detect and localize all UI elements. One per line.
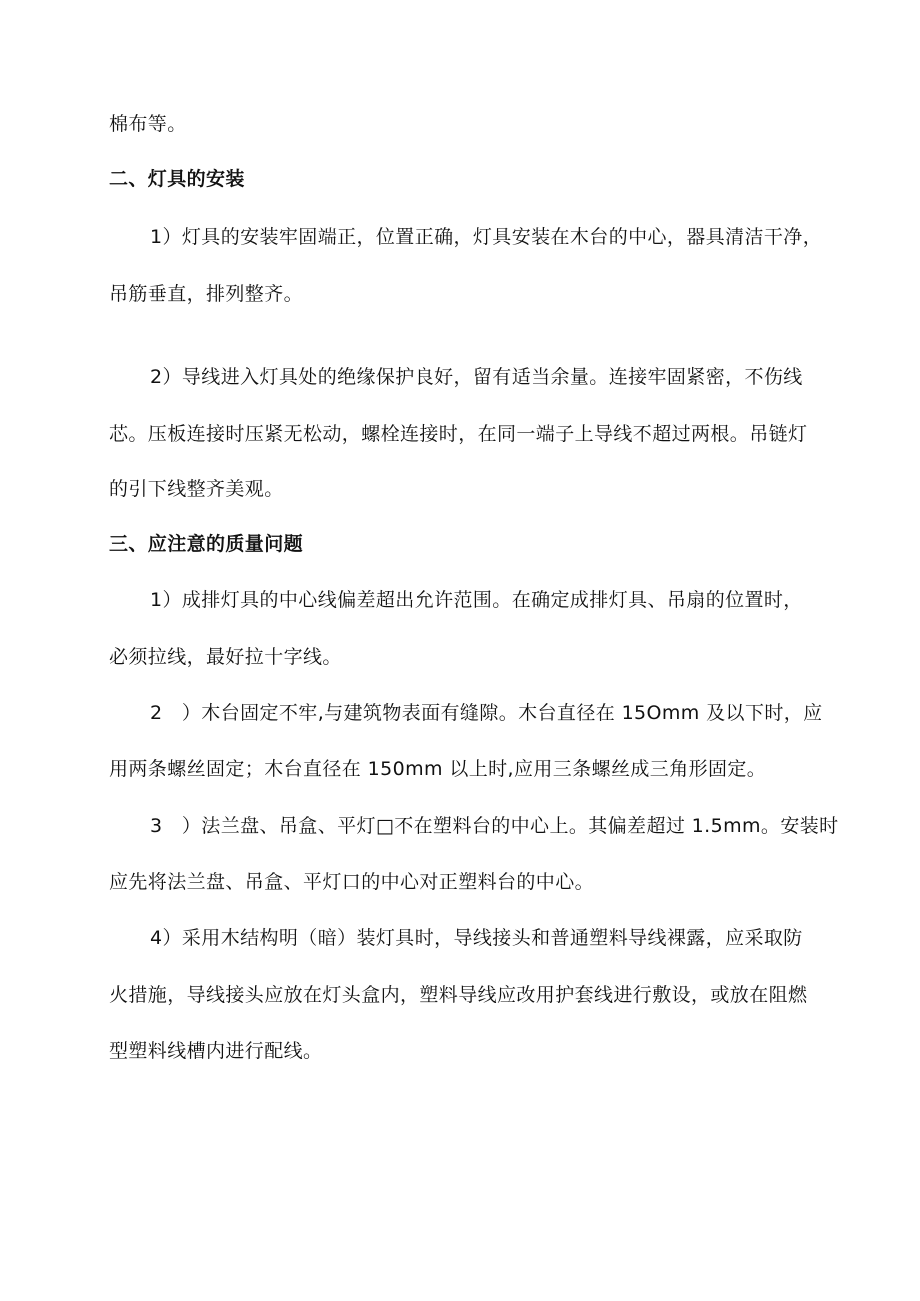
paragraph-line: 必须拉线，最好拉十字线。: [109, 646, 342, 668]
paragraph-line: 应先将法兰盘、吊盒、平灯口的中心对正塑料台的中心。: [109, 871, 595, 893]
paragraph-line: 4）采用木结构明（暗）装灯具时，导线接头和普通塑料导线裸露，应采取防: [150, 927, 803, 949]
section-heading-lamp-installation: 二、灯具的安装: [109, 168, 245, 190]
paragraph-line: 芯。压板连接时压紧无松动，螺栓连接时，在同一端子上导线不超过两根。吊链灯: [109, 423, 808, 445]
paragraph-line: 型塑料线槽内进行配线。: [109, 1040, 323, 1062]
section-heading-quality-issues: 三、应注意的质量问题: [109, 533, 304, 555]
paragraph-line: 用两条螺丝固定；木台直径在 150mm 以上时,应用三条螺丝成三角形固定。: [109, 758, 767, 780]
paragraph-line: 的引下线整齐美观。: [109, 478, 284, 500]
paragraph-line: 2）导线进入灯具处的绝缘保护良好，留有适当余量。连接牢固紧密，不伤线: [150, 366, 803, 388]
paragraph-line: 1）成排灯具的中心线偏差超出允许范围。在确定成排灯具、吊扇的位置时，: [150, 589, 803, 611]
paragraph-line: 2 ）木台固定不牢,与建筑物表面有缝隙。木台直径在 15Omm 及以下时，应: [150, 702, 823, 724]
paragraph-line: 吊筋垂直，排列整齐。: [109, 283, 304, 305]
paragraph-line: 1）灯具的安装牢固端正，位置正确，灯具安装在木台的中心，器具清洁干净，: [150, 226, 823, 248]
continuation-text: 棉布等。: [109, 113, 187, 135]
paragraph-line: 3 ）法兰盘、吊盒、平灯□不在塑料台的中心上。其偏差超过 1.5mm。安装时: [150, 815, 839, 837]
paragraph-line: 火措施，导线接头应放在灯头盒内，塑料导线应改用护套线进行敷设，或放在阻燃: [109, 984, 808, 1006]
